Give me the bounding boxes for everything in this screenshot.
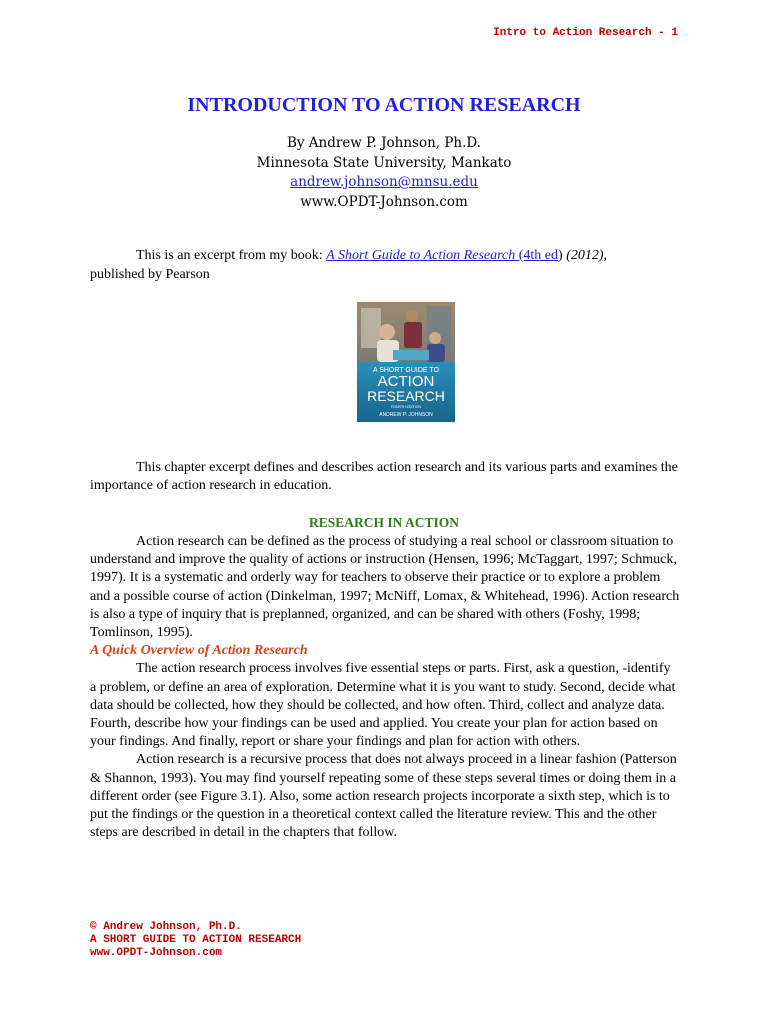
subheading: A Quick Overview of Action Research — [90, 643, 308, 659]
section-body — [90, 533, 680, 842]
cover-top-line: A SHORT GUIDE TO — [372, 367, 440, 374]
paragraph-3: Action research is a recursive process that does not always proceed in a linear fashion (Patterson & Shannon, 1993). You may find yourself repeating some of these steps several times or doing them in a different order (see Figure 3.1). Also, some action research projects incorporate a sixth step, which is to put the findings or the question in a theoretical context called the literature review. This and the other steps are described in detail in the chapters that follow. — [90, 752, 677, 841]
page-footer — [90, 921, 301, 960]
intro-publisher: published by Pearson — [90, 267, 210, 282]
cover-title-research: RESEARCH — [367, 388, 445, 404]
footer-book-title: A SHORT GUIDE TO ACTION RESEARCH — [90, 934, 302, 946]
page-title: INTRODUCTION TO ACTION RESEARCH — [187, 94, 581, 116]
byline — [0, 134, 768, 212]
book-link[interactable]: A Short Guide to Action Research (4th ed — [326, 248, 559, 263]
excerpt-note-block — [90, 459, 680, 495]
book-cover-image — [357, 302, 455, 422]
running-head: Intro to Action Research - 1 — [493, 27, 678, 39]
book-year: (2012) — [562, 248, 604, 263]
cover-author: ANDREW P. JOHNSON — [379, 412, 433, 418]
author-name: By Andrew P. Johnson, Ph.D. — [286, 135, 482, 151]
author-institution: Minnesota State University, Mankato — [256, 154, 512, 171]
footer-website: www.OPDT-Johnson.com — [90, 947, 223, 959]
intro-paragraph: This is an excerpt from my book: A Short Guide to Action Research (4th ed) (2012), published by Pearson — [90, 248, 608, 282]
author-website: www.OPDT-Johnson.com — [300, 193, 468, 210]
paragraph-1: Action research can be defined as the process of studying a real school or classroom situation to understand and improve the quality of actions or instruction (Hensen, 1996; McTaggart, 1997; Schmuck, 1997). It is a systematic and orderly way for teachers to observe their practice or to explore a problem and a possible course of action (Dinkelman, 1997; McNiff, Lomax, & Whitehead, 1996). Action research is also a type of inquiry that is preplanned, organized, and can be shared with others (Foshy, 1998; Tomlinson, 1995). — [90, 534, 680, 641]
section-heading: RESEARCH IN ACTION — [308, 515, 460, 530]
author-email-link[interactable]: andrew.johnson@mnsu.edu — [290, 174, 478, 190]
excerpt-note: This chapter excerpt defines and describes action research and its various parts and examines the importance of action research in education. — [90, 460, 678, 494]
cover-edition: FOURTH EDITION — [391, 405, 421, 409]
intro-text: This is an excerpt from my book: — [136, 248, 327, 263]
cover-title-action: ACTION — [377, 373, 435, 390]
paragraph-2: The action research process involves five essential steps or parts. First, ask a question, -identify a problem, or define an area of exploration. Determine what it is you want to study. Second, decide what data should be collected, how they should be collected, and how often. Third, collect and analyze data. Fourth, describe how your findings can be used and applied. You create your plan for action based on your findings. And finally, report or share your findings and plan for action with others. — [90, 661, 676, 750]
footer-copyright: © Andrew Johnson, Ph.D. — [90, 921, 242, 933]
